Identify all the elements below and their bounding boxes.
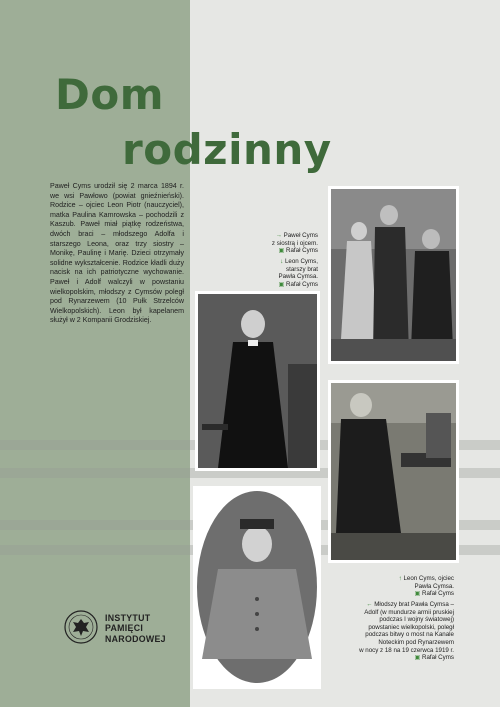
- photo-father: [328, 380, 459, 563]
- photo-family: [328, 186, 459, 364]
- body-text: Paweł Cyms urodził się 2 marca 1894 r. we wsi Pawłowo (powiat gnieźnieński). Rodzice – ojciec Leon Piotr (nauczyciel), matka Paulina Kamrowska – pochodzili z Kaszub. Paweł miał piątkę rodzeństwa, dwóch braci – młodszego Adolfa i starszego Leona, oraz trzy siostry – Monikę, Paulinę i Marię. Dzieci otrzymały solidne wykształcenie. Rodzice kładli duży nacisk na ich patriotyczne wychowanie. Paweł i Adolf walczyli w powstaniu wielkopolskim, młodszy z Cymsów poległ pod Rynarzewem (10 Pułk Strzelców Wielkopolskich). Leon był kapelanem służył w 2 Kompanii Grodziskiej.: [50, 182, 184, 325]
- arrow-left-icon: ←: [366, 601, 373, 608]
- photo-priest: [195, 291, 320, 471]
- camera-icon: ▣: [414, 591, 421, 598]
- arrow-up-icon: ↑: [398, 575, 402, 582]
- photo-soldier: [193, 486, 321, 689]
- ipn-eagle-logo-icon: [64, 610, 98, 644]
- camera-icon: ▣: [278, 281, 285, 288]
- page-title-line1: Dom: [55, 70, 164, 119]
- page-title-line2: rodzinny: [122, 125, 332, 174]
- ipn-logo-text: INSTYTUT PAMIĘCI NARODOWEJ: [105, 613, 166, 644]
- caption-priest: ↓ Leon Cyms, starszy brat Pawła Cymsa. ▣ Rafał Cyms: [278, 258, 318, 288]
- arrow-down-icon: ↓: [280, 258, 284, 265]
- caption-father: ↑ Leon Cyms, ojciec Pawła Cymsa. ▣ Rafał Cyms: [398, 575, 454, 598]
- caption-family: → Paweł Cyms z siostrą i ojcem. ▣ Rafał Cyms: [271, 232, 318, 255]
- arrow-right-icon: →: [275, 232, 282, 239]
- camera-icon: ▣: [278, 248, 285, 255]
- caption-soldier: ← Młodszy brat Pawła Cymsa – Adolf (w mundurze armii pruskiej podczas I wojny światowej) powstaniec wielkopolski, poległ podczas bitwy o most na Kanale Noteckim pod Rynarzewem w nocy z 18 na 19 czerwca 1919 r. ▣ Rafał Cyms: [359, 601, 454, 662]
- camera-icon: ▣: [414, 655, 421, 662]
